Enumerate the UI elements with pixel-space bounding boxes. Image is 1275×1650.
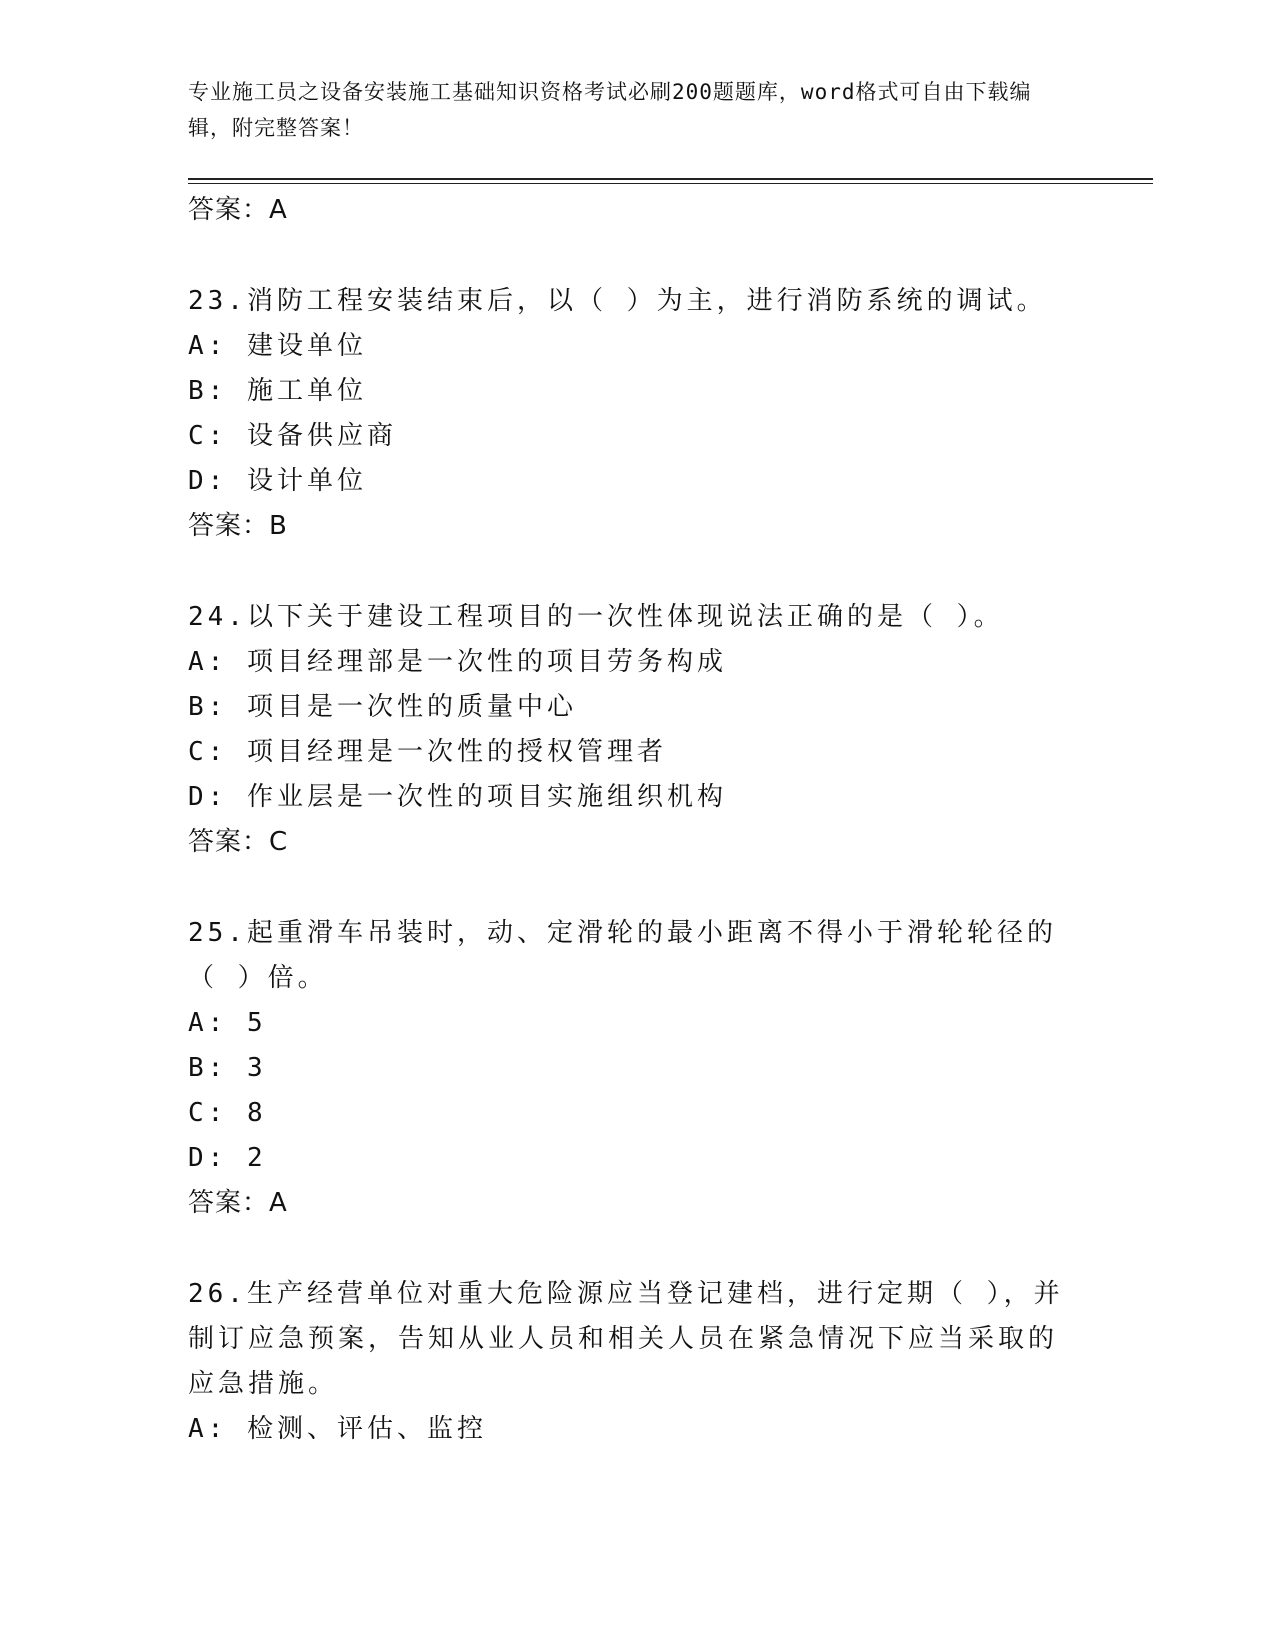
option-a: A: 建设单位: [188, 331, 367, 361]
option-a: A: 检测、评估、监控: [188, 1414, 487, 1444]
question-text: 24.以下关于建设工程项目的一次性体现说法正确的是（ ）。: [188, 602, 1004, 632]
option-d: D: 设计单位: [188, 466, 367, 496]
option-b: B: 3: [188, 1053, 267, 1083]
option-c: C: 8: [188, 1098, 267, 1128]
option-b: B: 项目是一次性的质量中心: [188, 692, 577, 722]
header-rule-thin: [188, 183, 1153, 184]
question-text: 25.起重滑车吊装时，动、定滑轮的最小距离不得小于滑轮轮径的（ ）倍。: [188, 918, 1057, 993]
question-list: [188, 188, 1068, 1452]
answer-line: 答案：A: [188, 1188, 288, 1218]
answer-line: 答案：B: [188, 511, 288, 541]
option-a: A: 5: [188, 1008, 267, 1038]
option-b: B: 施工单位: [188, 376, 367, 406]
option-d: D: 作业层是一次性的项目实施组织机构: [188, 782, 727, 812]
option-c: C: 设备供应商: [188, 421, 397, 451]
header-rule-thick: [188, 178, 1153, 180]
document-header: 专业施工员之设备安装施工基础知识资格考试必刷200题题库，word格式可自由下载编辑，附完整答案！: [188, 80, 1032, 140]
option-a: A: 项目经理部是一次性的项目劳务构成: [188, 647, 727, 677]
question-text: 26.生产经营单位对重大危险源应当登记建档，进行定期（ ），并制订应急预案，告知从业人员和相关人员在紧急情况下应当采取的应急措施。: [188, 1279, 1064, 1399]
option-c: C: 项目经理是一次性的授权管理者: [188, 737, 667, 767]
question-text: 23.消防工程安装结束后，以（ ）为主，进行消防系统的调试。: [188, 286, 1047, 316]
answer-line: 答案：C: [188, 827, 289, 857]
answer-line: 答案：A: [188, 195, 288, 225]
option-d: D: 2: [188, 1143, 267, 1173]
